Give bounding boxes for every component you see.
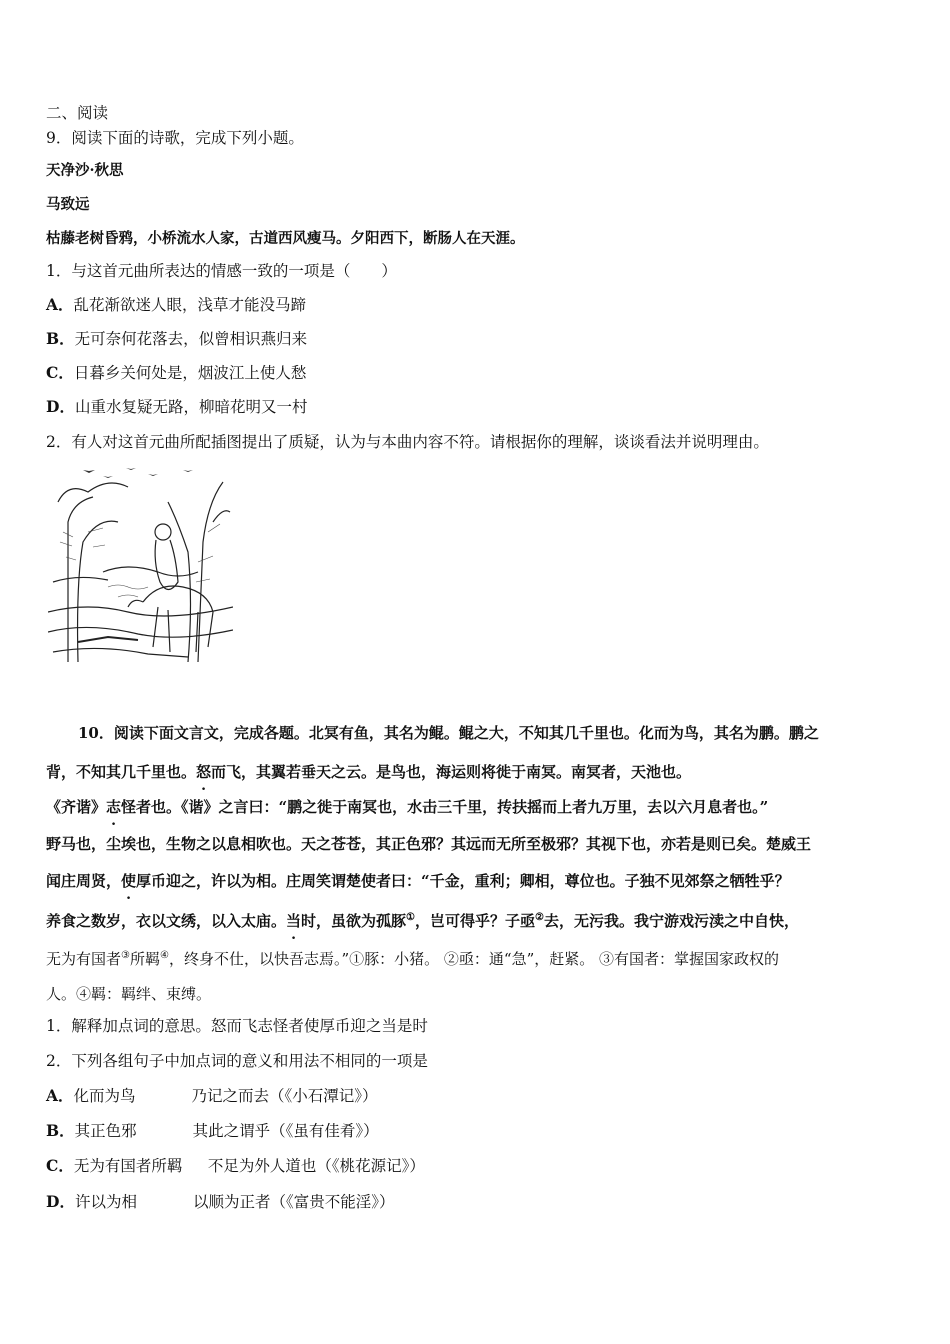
term: 当是时 — [381, 1017, 428, 1035]
q10-sub2-question: 2．下列各组句子中加点词的意义和用法不相同的一项是 — [46, 1052, 428, 1070]
q10-line-4: 野马也，尘埃也，生物之以息相吹也。天之苍苍，其正色邪？其远而无所至极邪？其视下也，亦若是则已矣。楚威王 — [46, 835, 812, 853]
dotted-word: 志 — [106, 798, 122, 816]
text-run: ，终身不仕，以快吾志焉。”①豚：小猪。 ②亟：通“急”，赶紧。 ③有国者：掌握国家政权的 — [168, 950, 780, 968]
option-letter: B． — [46, 329, 75, 348]
q10-line-3 — [46, 797, 768, 817]
dotted-word: 怒 — [196, 763, 212, 781]
option-letter: D． — [46, 1192, 75, 1211]
q9-sub2-question: 2．有人对这首元曲所配插图提出了质疑，认为与本曲内容不符。请根据你的理解，谈谈看法并说明理由。 — [46, 433, 769, 451]
option-letter: A． — [46, 1086, 74, 1105]
term: 怒而飞 — [210, 1017, 258, 1035]
option-right: 以顺为正者（《富贵不能淫》） — [192, 1193, 395, 1211]
footnote-mark: ④ — [160, 950, 169, 961]
q9-option-a — [46, 295, 306, 315]
q10-option-b — [46, 1121, 379, 1141]
text-run: 所羁 — [129, 950, 160, 968]
text-run: 背，不知其几千里也。 — [46, 763, 197, 781]
option-left: 许以为相 — [74, 1193, 137, 1211]
q10-option-c — [46, 1156, 425, 1176]
option-letter: C． — [46, 1156, 74, 1175]
q10-option-d — [46, 1192, 394, 1212]
text-run: 闻庄周贤， — [46, 872, 122, 890]
section-title: 二、阅读 — [46, 104, 109, 122]
text-run: 厚币迎之，许以为相。庄周笑谓楚使者曰：“千金，重利；卿相，尊位也。子独不见郊祭之牺牲乎？ — [136, 872, 790, 890]
option-left: 无为有国者所羁 — [73, 1157, 183, 1175]
footnote-mark: ① — [406, 912, 416, 923]
term: 志怪者 — [257, 1017, 304, 1035]
q9-sub1-question: 1．与这首元曲所表达的情感一致的一项是（ ） — [46, 262, 397, 280]
text-run: 时，虽欲为孤豚 — [301, 912, 407, 930]
text-run: 1．解释加点词的意思。 — [46, 1017, 211, 1035]
option-text: 山重水复疑无路，柳暗花明又一村 — [74, 398, 308, 416]
option-right: 不足为外人道也（《桃花源记》） — [207, 1157, 425, 1175]
q10-line-8: 人。④羁：羁绊、束缚。 — [46, 985, 212, 1003]
option-text: 乱花渐欲迷人眼，浅草才能没马蹄 — [73, 296, 307, 314]
text-run: 无为有国者 — [46, 950, 122, 968]
q9-prompt: 9．阅读下面的诗歌，完成下列小题。 — [46, 129, 304, 147]
q10-line-7 — [46, 946, 779, 969]
text-run: 去，无污我。我宁游戏污渎之中自快， — [544, 912, 800, 930]
option-text: 日暮乡关何处是，烟波江上使人愁 — [73, 364, 307, 382]
dotted-word: 当 — [286, 912, 302, 930]
text-run: 养食之数岁，衣以文绣，以入太庙。 — [46, 912, 287, 930]
term: 使厚币迎之 — [303, 1017, 382, 1035]
text-run: 《齐谐》 — [46, 798, 107, 816]
option-letter: D． — [46, 397, 75, 416]
q10-line-5 — [46, 871, 790, 891]
option-letter: A． — [46, 295, 74, 314]
q10-sub1 — [46, 1016, 428, 1036]
q10-option-a — [46, 1086, 378, 1106]
text-run: 怪者也。《谐》之言曰：“鹏之徙于南冥也，水击三千里，抟扶摇而上者九万里，去以六月息者也。” — [121, 798, 769, 816]
q9-option-c — [46, 363, 306, 383]
footnote-mark: ② — [535, 912, 544, 923]
dotted-word: 使 — [121, 872, 137, 890]
text-run: 而飞，其翼若垂天之云。是鸟也，海运则将徙于南冥。南冥者，天池也。 — [211, 763, 692, 781]
poem-illustration — [48, 462, 233, 667]
option-text: 无可奈何花落去，似曾相识燕归来 — [74, 330, 308, 348]
q10-line-2 — [46, 762, 691, 782]
option-right: 乃记之而去（《小石潭记》） — [191, 1087, 378, 1105]
option-letter: C． — [46, 363, 74, 382]
option-right: 其此之谓乎（《虽有佳肴》） — [192, 1122, 379, 1140]
q9-option-d — [46, 397, 307, 417]
q9-option-b — [46, 329, 307, 349]
footnote-mark: ③ — [121, 950, 130, 961]
option-left: 化而为鸟 — [73, 1087, 136, 1105]
poem-title: 天净沙·秋思 — [46, 162, 124, 179]
option-left: 其正色邪 — [74, 1122, 137, 1140]
poem-text: 枯藤老树昏鸦，小桥流水人家，古道西风瘦马。夕阳西下，断肠人在天涯。 — [46, 230, 525, 247]
q10-line-1: 10．阅读下面文言文，完成各题。北冥有鱼，其名为鲲。鲲之大，不知其几千里也。化而为鸟，其名为鹏。鹏之 — [78, 724, 819, 742]
option-letter: B． — [46, 1121, 75, 1140]
poem-author: 马致远 — [46, 196, 90, 213]
q10-line-6 — [46, 908, 799, 931]
text-run: ，岂可得乎？子亟 — [415, 912, 536, 930]
